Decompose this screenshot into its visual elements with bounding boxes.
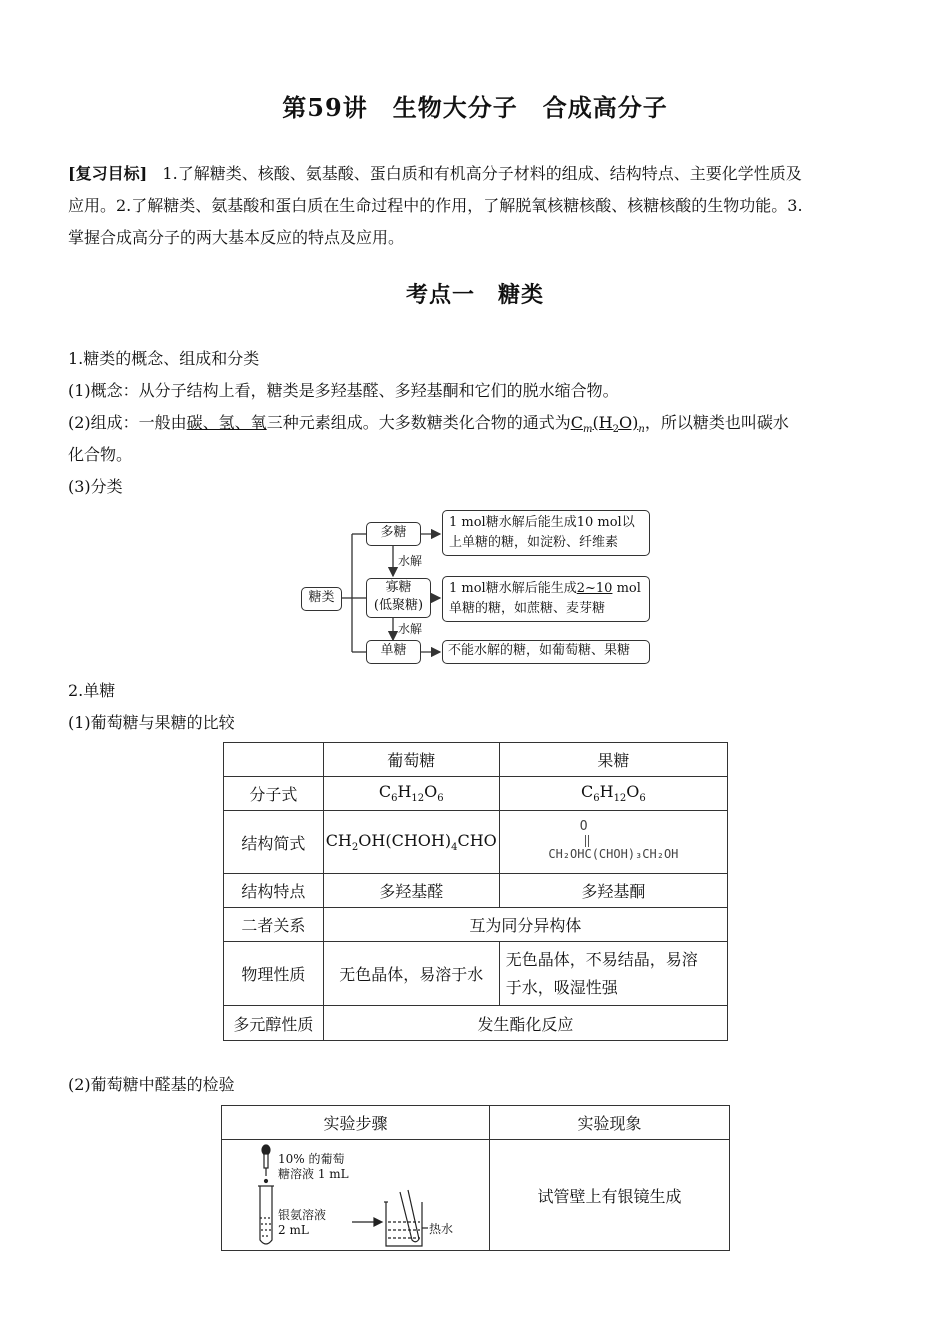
oligo-desc-line-2: 单糖的糖，如蔗糖、麦芽糖 <box>449 601 606 616</box>
sec2-heading: 2.单糖 <box>68 681 116 700</box>
row-label-relation: 二者关系 <box>224 908 324 942</box>
comp-elements: 碳、氢、氧 <box>186 413 267 432</box>
sec2-compare: (1)葡萄糖与果糖的比较 <box>68 713 235 732</box>
ketone-double-bond <box>585 835 589 847</box>
table-row <box>224 777 728 811</box>
fructose-struct <box>499 811 727 874</box>
tree-hydrolysis-2: 水解 <box>398 622 423 636</box>
col-steps: 实验步骤 <box>222 1106 490 1140</box>
row-label-polyol: 多元醇性质 <box>224 1006 324 1041</box>
section-title: 考点一 糖类 <box>405 282 544 308</box>
table-row <box>224 942 728 1006</box>
tree-poly-desc <box>442 510 650 556</box>
glucose-struct: $CH_2OH(CHOH)_4CHO$ <box>323 811 499 874</box>
fructose-phys <box>499 942 727 1006</box>
table-row <box>224 1006 728 1041</box>
col-fructose: 果糖 <box>499 743 727 777</box>
label-glucose-solution <box>278 1152 349 1182</box>
tree-oligo-label-2: (低聚糖) <box>373 598 424 613</box>
sec2-aldehyde-test: (2)葡萄糖中醛基的检验 <box>68 1075 235 1094</box>
goals-label: [复习目标] <box>68 164 148 183</box>
comp-suffix: ，所以糖类也叫碳水 <box>644 413 789 432</box>
sec1-composition-line2: 化合物。 <box>68 445 133 464</box>
tree-mono-desc: 不能水解的糖，如葡萄糖、果糖 <box>442 640 650 664</box>
glucose-phys: 无色晶体，易溶于水 <box>323 942 499 1006</box>
row-label-struct: 结构简式 <box>224 811 324 874</box>
tree-mono-box: 单糖 <box>366 640 421 664</box>
table-row <box>224 811 728 874</box>
tree-oligo-label-1: 寡糖 <box>385 580 412 595</box>
experiment-steps-cell <box>222 1140 490 1251</box>
relation-value: 互为同分异构体 <box>323 908 727 942</box>
table-row <box>222 1106 730 1140</box>
col-glucose: 葡萄糖 <box>323 743 499 777</box>
page-title: 第59讲 生物大分子 合成高分子 <box>282 93 668 122</box>
row-label-feature: 结构特点 <box>224 874 324 908</box>
experiment-illustration <box>222 1140 488 1250</box>
label-hot-water: 热水 <box>429 1222 454 1236</box>
sec1-classify: (3)分类 <box>68 477 123 496</box>
label-silver-line-2: 2 mL <box>278 1223 309 1237</box>
ketone-chain: CH₂OHC(CHOH)₃CH₂OH <box>548 847 679 861</box>
label-glucose-line-2: 糖溶液 1 mL <box>278 1167 349 1181</box>
poly-desc-line-1: 1 mol糖水解后能生成10 mol以 <box>449 515 635 530</box>
fructose-phys-line-1: 无色晶体，不易结晶，易溶 <box>505 949 698 969</box>
glucose-formula: $C_6H_{12}O_6$ <box>323 777 499 811</box>
experiment-table <box>221 1105 730 1251</box>
tree-oligo-box <box>366 578 431 618</box>
fructose-formula: $C_6H_{12}O_6$ <box>499 777 727 811</box>
phenomenon-value: 试管壁上有银镜生成 <box>489 1140 729 1251</box>
comp-mid: 三种元素组成。大多数糖类化合物的通式为 <box>266 413 571 432</box>
goals-line-3: 掌握合成高分子的两大基本反应的特点及应用。 <box>68 228 405 247</box>
tree-root-box: 糖类 <box>301 587 342 611</box>
ketone-oxygen: O <box>579 819 588 834</box>
polyol-value: 发生酯化反应 <box>323 1006 727 1041</box>
row-label-formula: 分子式 <box>224 777 324 811</box>
poly-desc-line-2: 上单糖的糖，如淀粉、纤维素 <box>449 535 619 550</box>
fructose-phys-line-2: 于水，吸湿性强 <box>505 977 618 997</box>
label-glucose-line-1: 10% 的葡萄 <box>278 1152 345 1166</box>
table-row <box>224 908 728 942</box>
sec1-heading: 1.糖类的概念、组成和分类 <box>68 349 260 368</box>
glucose-feature: 多羟基醛 <box>323 874 499 908</box>
oligo-desc-line-1: 1 mol糖水解后能生成2~10 mol <box>449 581 641 596</box>
table-row <box>222 1140 730 1251</box>
col-phenomenon: 实验现象 <box>489 1106 729 1140</box>
goals-line-2: 应用。2.了解糖类、氨基酸和蛋白质在生命过程中的作用，了解脱氧核糖核酸、核糖核酸的生物功能。3. <box>68 196 803 215</box>
tree-oligo-desc <box>442 576 650 622</box>
sec1-concept: (1)概念：从分子结构上看，糖类是多羟基醛、多羟基酮和它们的脱水缩合物。 <box>68 381 619 400</box>
tree-hydrolysis-1: 水解 <box>398 554 423 568</box>
ketone-structure <box>506 817 721 867</box>
table-row <box>224 743 728 777</box>
table-row <box>224 874 728 908</box>
comp-prefix: (2)组成：一般由 <box>68 413 187 432</box>
comparison-table <box>223 742 728 1041</box>
fructose-feature: 多羟基酮 <box>499 874 727 908</box>
tree-poly-box: 多糖 <box>366 522 421 546</box>
table-cell-empty <box>224 743 324 777</box>
row-label-phys: 物理性质 <box>224 942 324 1006</box>
label-silver-ammonia <box>278 1208 326 1238</box>
label-silver-line-1: 银氨溶液 <box>278 1208 327 1222</box>
general-formula: $C_m(H_2O)_n$ <box>570 413 645 436</box>
goals-text-1: 1.了解糖类、核酸、氨基酸、蛋白质和有机高分子材料的组成、结构特点、主要化学性质及 <box>162 164 802 183</box>
